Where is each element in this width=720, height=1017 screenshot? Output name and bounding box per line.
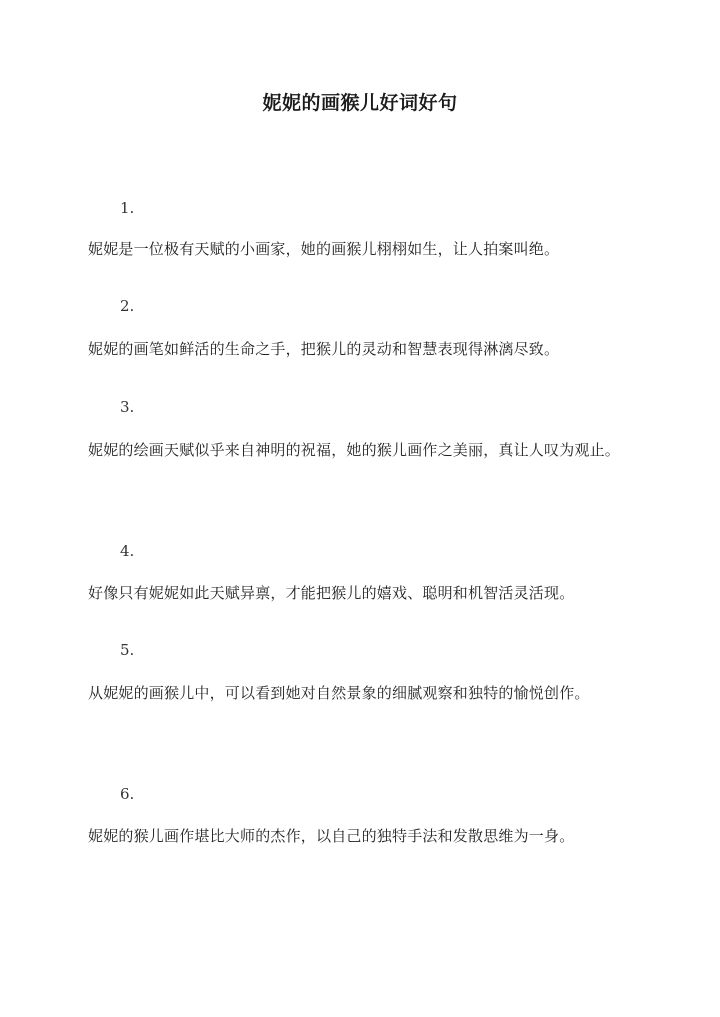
item-text: 妮妮是一位极有天赋的小画家，她的画猴儿栩栩如生，让人拍案叫绝。 — [88, 240, 560, 258]
item-text: 妮妮的绘画天赋似乎来自神明的祝福，她的猴儿画作之美丽，真让人叹为观止。 — [88, 441, 621, 459]
item-text: 妮妮的猴儿画作堪比大师的杰作，以自己的独特手法和发散思维为一身。 — [88, 827, 575, 845]
item-number: 6. — [120, 785, 135, 803]
item-number: 1. — [120, 199, 135, 217]
item-text: 妮妮的画笔如鲜活的生命之手，把猴儿的灵动和智慧表现得淋漓尽致。 — [88, 340, 560, 358]
item-number: 5. — [120, 641, 135, 659]
item-number: 4. — [120, 542, 135, 560]
page-title: 妮妮的画猴儿好词好句 — [262, 92, 458, 114]
item-text: 好像只有妮妮如此天赋异禀，才能把猴儿的嬉戏、聪明和机智活灵活现。 — [88, 584, 575, 602]
item-number: 3. — [120, 398, 135, 416]
item-number: 2. — [120, 297, 135, 315]
item-text: 从妮妮的画猴儿中，可以看到她对自然景象的细腻观察和独特的愉悦创作。 — [88, 684, 590, 702]
